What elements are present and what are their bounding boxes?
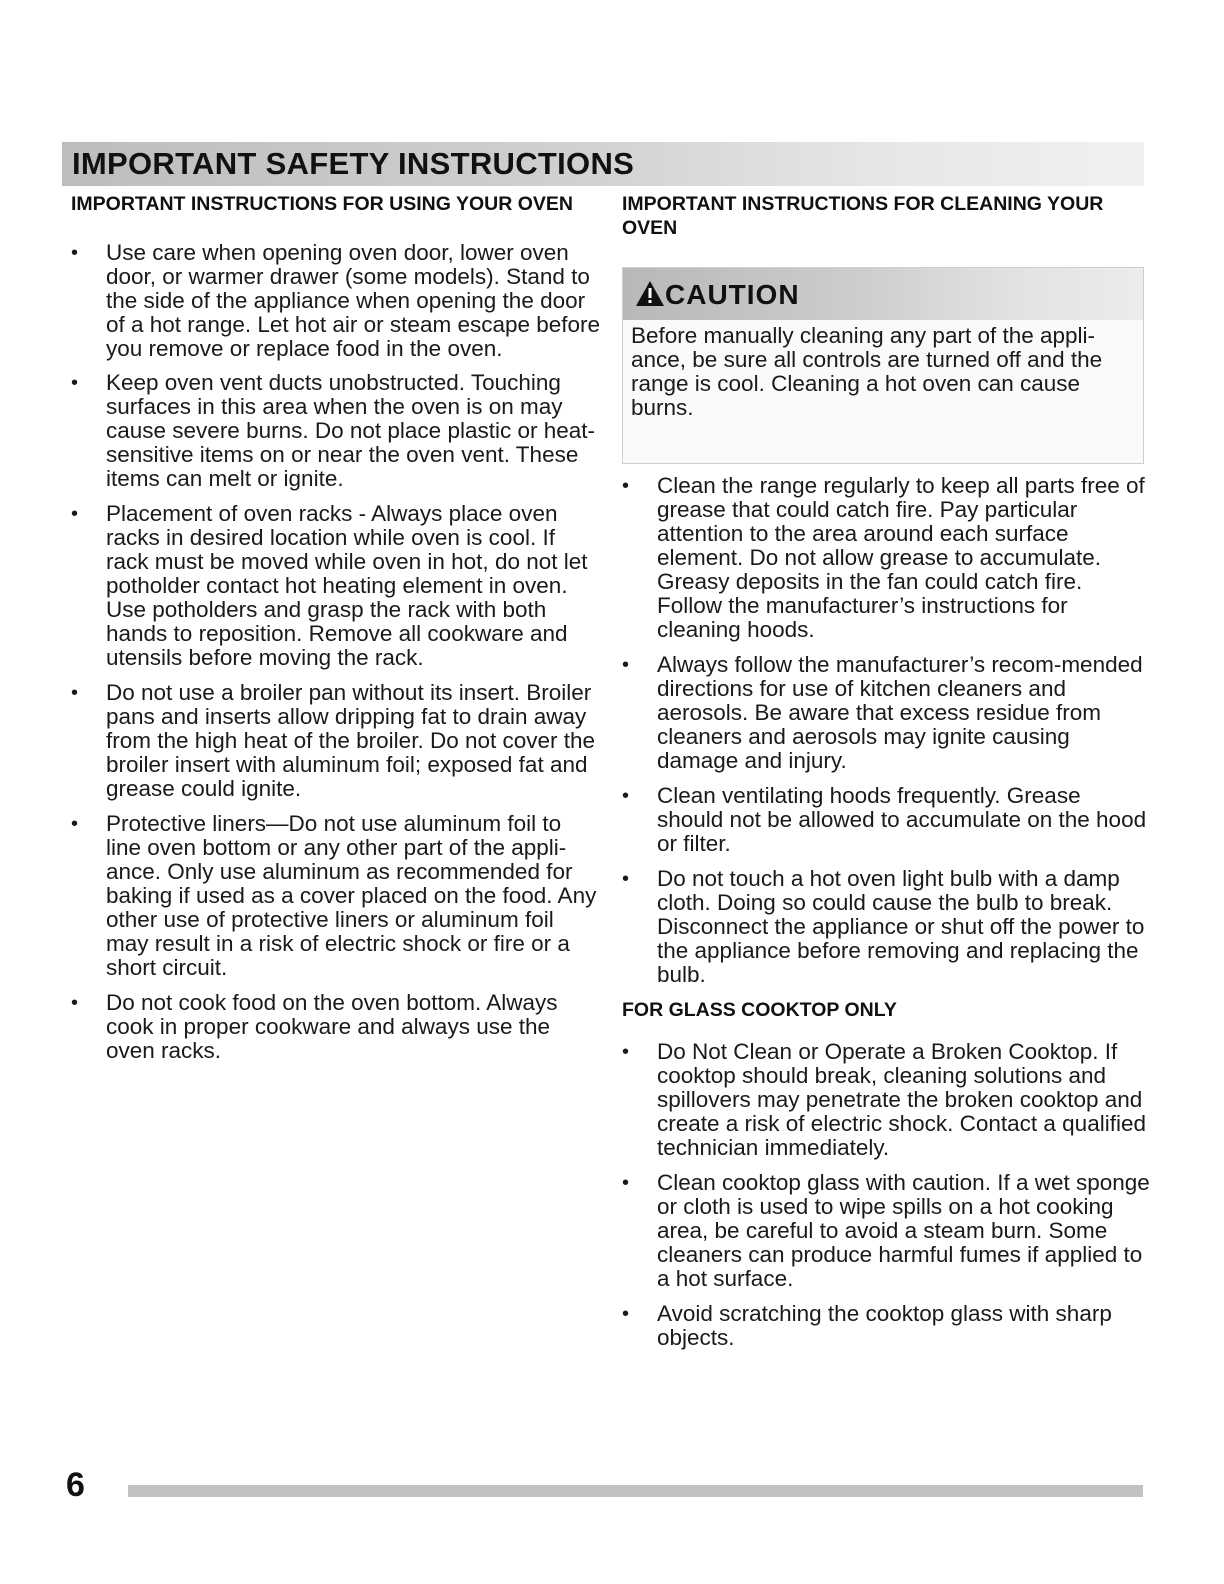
page-number: 6 xyxy=(66,1466,85,1504)
list-item: • Do Not Clean or Operate a Broken Cooktop. If cooktop should break, cleaning solutions and spillovers may penetrate the broken cooktop and create a risk of electric shock. Contact a qualified technician immediately. xyxy=(622,1039,1146,1160)
bullet-icon: • xyxy=(71,372,79,394)
list-item: • Avoid scratching the cooktop glass with sharp objects. xyxy=(622,1301,1112,1350)
list-item: • Clean ventilating hoods frequently. Grease should not be allowed to accumulate on the hood or filter. xyxy=(622,783,1147,856)
list-item: • Keep oven vent ducts unobstructed. Touching surfaces in this area when the oven is on may cause severe burns. Do not place plastic or heat-sensitive items on or near the oven vent. These items can melt or ignite. xyxy=(71,370,596,491)
using-oven-list xyxy=(71,241,601,1063)
bullet-icon: • xyxy=(71,682,79,704)
bullet-icon: • xyxy=(622,785,630,807)
list-item: • Protective liners—Do not use aluminum foil to line oven bottom or any other part of the appli-ance. Only use aluminum as recommended for baking if used as a cover placed on the food. Any other use of protective liners or aluminum foil may result in a risk of electric shock or fire or a short circuit. xyxy=(71,811,597,980)
page-title: IMPORTANT SAFETY INSTRUCTIONS xyxy=(72,146,635,181)
bullet-icon: • xyxy=(622,1303,630,1325)
bullet-icon: • xyxy=(622,654,630,676)
list-item: • Placement of oven racks - Always place oven racks in desired location while oven is cool. If rack must be moved while oven in hot, do not let potholder contact hot heating element in oven. Use potholders and grasp the rack with both hands to reposition. Remove all cookware and utensils before moving the rack. xyxy=(71,501,588,670)
section-heading-cleaning-oven: IMPORTANT INSTRUCTIONS FOR CLEANING YOUR OVEN xyxy=(622,193,1104,239)
list-item: • Do not cook food on the oven bottom. Always cook in proper cookware and always use the oven racks. xyxy=(71,990,558,1063)
caution-text: Before manually cleaning any part of the appli-ance, be sure all controls are turned off and the range is cool. Cleaning a hot oven can cause burns. xyxy=(631,323,1103,420)
caution-header xyxy=(623,268,1143,320)
footer-bar xyxy=(128,1485,1143,1497)
list-item: • Do not touch a hot oven light bulb with a damp cloth. Doing so could cause the bulb to break. Disconnect the appliance or shut off the power to the appliance before removing and replacing the bulb. xyxy=(622,866,1145,987)
list-item: • Clean cooktop glass with caution. If a wet sponge or cloth is used to wipe spills on a hot cooking area, be careful to avoid a steam burn. Some cleaners can produce harmful fumes if applied to a hot surface. xyxy=(622,1170,1150,1291)
bullet-icon: • xyxy=(622,1172,630,1194)
glass-cooktop-list xyxy=(622,1040,1152,1350)
list-item: • Always follow the manufacturer’s recom-mended directions for use of kitchen cleaners and aerosols. Be aware that excess residue from cleaners and aerosols may ignite causing damage and injury. xyxy=(622,652,1143,773)
list-item: • Do not use a broiler pan without its insert. Broiler pans and inserts allow dripping fat to drain away from the high heat of the broiler. Do not cover the broiler insert with aluminum foil; exposed fat and grease could ignite. xyxy=(71,680,596,801)
bullet-icon: • xyxy=(71,992,79,1014)
section-heading-glass-cooktop: FOR GLASS COOKTOP ONLY xyxy=(622,999,897,1021)
bullet-icon: • xyxy=(622,475,630,497)
cleaning-oven-list xyxy=(622,474,1152,987)
header-banner xyxy=(62,142,1144,186)
list-item: • Clean the range regularly to keep all parts free of grease that could catch fire. Pay particular attention to the area around each surface element. Do not allow grease to accumulate. Greasy deposits in the fan could catch fire. Follow the manufacturer’s instructions for cleaning hoods. xyxy=(622,473,1145,642)
bullet-icon: • xyxy=(71,242,79,264)
caution-box xyxy=(622,267,1144,464)
bullet-icon: • xyxy=(622,1041,630,1063)
section-heading-using-oven: IMPORTANT INSTRUCTIONS FOR USING YOUR OVEN xyxy=(71,193,573,215)
caution-label: CAUTION xyxy=(665,279,800,310)
left-column xyxy=(71,192,601,1074)
list-item: • Use care when opening oven door, lower oven door, or warmer drawer (some models). Stand to the side of the appliance when opening the door of a hot range. Let hot air or steam escape before you remove or replace food in the oven. xyxy=(71,240,601,361)
bullet-icon: • xyxy=(71,503,79,525)
right-column xyxy=(622,192,1152,1361)
warning-triangle-icon xyxy=(635,280,665,307)
bullet-icon: • xyxy=(622,868,630,890)
bullet-icon: • xyxy=(71,813,79,835)
